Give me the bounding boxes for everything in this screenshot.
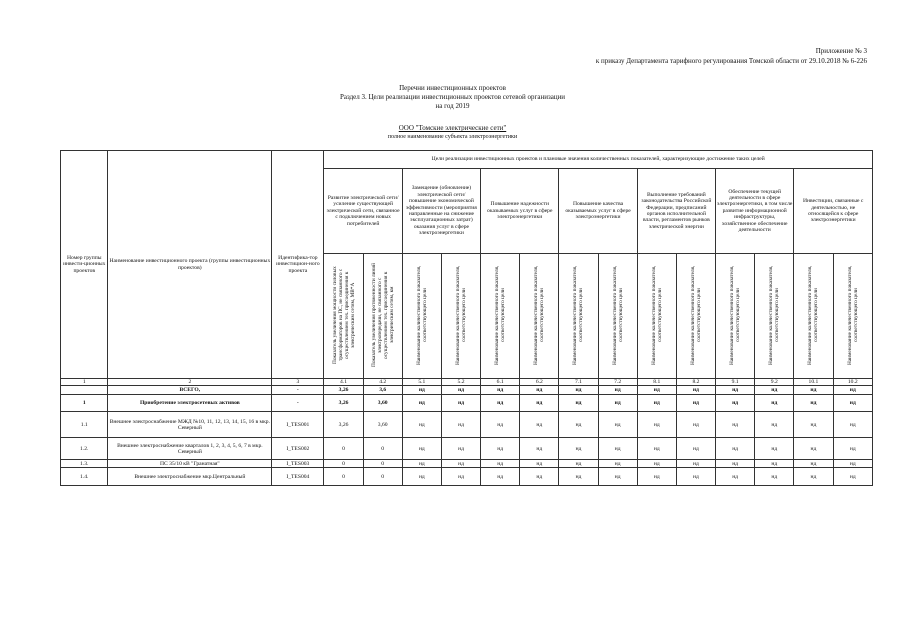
indicator-header-text: Показатель увеличения мощности силовых трансформаторов на ПС, не связанного с осуществлением тех. присоединения к электрическим сетям, МВ*А: [331, 265, 356, 364]
row-value: нд: [402, 386, 441, 395]
row-value: 3,26: [324, 395, 363, 412]
column-number: 3: [272, 379, 324, 386]
column-number: 2: [108, 379, 272, 386]
row-value: нд: [637, 395, 676, 412]
column-number: 7.2: [598, 379, 637, 386]
row-value: нд: [637, 386, 676, 395]
row-value: нд: [755, 468, 794, 486]
header-group-number: Номер группы инвести-ционных проектов: [61, 151, 108, 379]
row-value: нд: [716, 460, 755, 468]
section-title: Раздел 3. Цели реализации инвестиционных проектов сетевой организации: [339, 93, 566, 101]
row-value: нд: [598, 438, 637, 460]
row-value: нд: [481, 460, 520, 468]
indicator-header: [794, 254, 833, 379]
table-row: [61, 386, 873, 395]
column-number: 8.2: [676, 379, 715, 386]
organization-caption: полное наименование субъекта электроэнергетики: [387, 134, 518, 140]
row-value: нд: [402, 438, 441, 460]
column-number: 4.1: [324, 379, 363, 386]
row-value: нд: [755, 438, 794, 460]
row-value: 0: [324, 460, 363, 468]
indicator-header: [402, 254, 441, 379]
indicator-header-text: Наименование количественного показателя, соответствующего цели: [689, 265, 702, 365]
row-value: нд: [637, 438, 676, 460]
row-value: нд: [559, 395, 598, 412]
row-value: нд: [794, 412, 833, 438]
row-value: нд: [676, 395, 715, 412]
row-value: нд: [794, 438, 833, 460]
row-value: нд: [559, 468, 598, 486]
row-value: нд: [598, 386, 637, 395]
row-value: нд: [481, 395, 520, 412]
row-value: 3,60: [363, 395, 402, 412]
row-project-name: Внешнее электроснабжение МЖД №10, 11, 12, 13, 14, 15, 16 в мкр. Северный: [108, 412, 272, 438]
goal-header-5: Замещение (обновление) электрической сети/повышение экономической эффективности (мероприятия направленные на снижение эксплуатационных затрат) оказания услуг в сфере электроэнергетики: [402, 169, 480, 254]
goal-header-7: Повышение качества оказываемых услуг в сфере электроэнергетики: [559, 169, 637, 254]
row-value: нд: [637, 412, 676, 438]
row-value: нд: [833, 438, 873, 460]
column-number: 5.1: [402, 379, 441, 386]
column-number: 7.1: [559, 379, 598, 386]
row-value: нд: [402, 460, 441, 468]
indicator-header-text: Наименование количественного показателя, соответствующего цели: [846, 265, 859, 365]
indicator-header: [481, 254, 520, 379]
row-value: 3,26: [324, 412, 363, 438]
table-row: [61, 460, 873, 468]
row-value: нд: [716, 468, 755, 486]
row-value: нд: [520, 460, 559, 468]
row-project-name: Приобретение электросетевых активов: [108, 395, 272, 412]
goal-header-9: Обеспечение текущей деятельности в сфере электроэнергетики, в том числе развитие информационной инфраструктуры, хозяйственное обеспечение деятельности: [716, 169, 794, 254]
year-title: на год 2019: [435, 102, 470, 110]
row-project-id: I_TES004: [272, 468, 324, 486]
row-project-id: -: [272, 395, 324, 412]
table-row: [61, 412, 873, 438]
indicator-header: [441, 254, 480, 379]
column-number: 6.1: [481, 379, 520, 386]
column-number: 9.1: [716, 379, 755, 386]
indicator-header-text: Наименование количественного показателя, соответствующего цели: [455, 265, 468, 365]
row-value: нд: [441, 468, 480, 486]
table-row: [61, 468, 873, 486]
row-value: нд: [402, 412, 441, 438]
column-number: 8.1: [637, 379, 676, 386]
table-row: [61, 395, 873, 412]
investment-goals-table: [60, 150, 873, 486]
column-number: 10.1: [794, 379, 833, 386]
row-value: 0: [324, 438, 363, 460]
row-value: 0: [363, 468, 402, 486]
row-value: нд: [755, 412, 794, 438]
row-value: нд: [833, 468, 873, 486]
row-value: 3,60: [363, 412, 402, 438]
indicator-header: [520, 254, 559, 379]
indicator-header: [755, 254, 794, 379]
indicator-header: [559, 254, 598, 379]
row-value: нд: [520, 412, 559, 438]
indicator-header-text: Наименование количественного показателя, соответствующего цели: [415, 265, 428, 365]
row-value: нд: [755, 460, 794, 468]
row-value: нд: [598, 395, 637, 412]
row-value: нд: [676, 438, 715, 460]
column-number: 1: [61, 379, 108, 386]
goal-header-8: Выполнение требований законодательства Российской Федерации, предписаний органов исполнительной власти, регламентов рынков электрической энергии: [637, 169, 715, 254]
row-project-id: I_TES001: [272, 412, 324, 438]
goal-header-4: Развитие электрической сети/усиление существующей электрической сети, связанное с подключением новых потребителей: [324, 169, 402, 254]
row-value: нд: [402, 468, 441, 486]
row-value: нд: [520, 386, 559, 395]
row-project-name: Внешнее электроснабжение мкр.Центральный: [108, 468, 272, 486]
indicator-header-text: Наименование количественного показателя, соответствующего цели: [533, 265, 546, 365]
row-value: 3,6: [363, 386, 402, 395]
header-project-name: Наименование инвестиционного проекта (группы инвестиционных проектов): [108, 151, 272, 379]
row-project-name: ПС 35/10 кВ "Гранатная": [108, 460, 272, 468]
row-value: нд: [481, 438, 520, 460]
row-value: нд: [520, 395, 559, 412]
row-value: нд: [833, 460, 873, 468]
row-number: 1: [61, 395, 108, 412]
column-number: 6.2: [520, 379, 559, 386]
row-value: нд: [559, 386, 598, 395]
row-value: 0: [363, 460, 402, 468]
row-number: 1.2.: [61, 438, 108, 460]
row-project-id: I_TES002: [272, 438, 324, 460]
row-value: нд: [794, 386, 833, 395]
indicator-header-text: Наименование количественного показателя, соответствующего цели: [729, 265, 742, 365]
row-project-name: Внешнее электроснабжение кварталов 1, 2, 3, 4, 5, 6, 7 в мкр. Северный: [108, 438, 272, 460]
row-value: нд: [520, 438, 559, 460]
indicator-header-text: Наименование количественного показателя, соответствующего цели: [650, 265, 663, 365]
row-value: 0: [324, 468, 363, 486]
row-value: нд: [833, 412, 873, 438]
row-value: нд: [559, 460, 598, 468]
indicator-header-text: Наименование количественного показателя, соответствующего цели: [768, 265, 781, 365]
row-value: нд: [481, 412, 520, 438]
appendix-order-reference: к приказу Департамента тарифного регулирования Томской области от 29.10.2018 № 6-226: [595, 57, 867, 65]
row-number: 1.3.: [61, 460, 108, 468]
row-value: нд: [716, 438, 755, 460]
column-number: 4.2: [363, 379, 402, 386]
row-value: нд: [481, 386, 520, 395]
row-value: нд: [676, 412, 715, 438]
indicator-header-text: Наименование количественного показателя, соответствующего цели: [807, 265, 820, 365]
row-value: нд: [441, 412, 480, 438]
row-number: [61, 386, 108, 395]
document-title: Перечни инвестиционных проектов: [399, 84, 506, 92]
row-value: нд: [441, 438, 480, 460]
goal-header-6: Повышение надежности оказываемых услуг в сфере электроэнергетики: [481, 169, 559, 254]
row-value: нд: [598, 468, 637, 486]
indicator-header: [598, 254, 637, 379]
row-value: 0: [363, 438, 402, 460]
indicator-header: [363, 254, 402, 379]
indicator-header-text: Показатель увеличения протяженности линий электропередачи, не связанного с осуществлением тех. присоединения к электрическим сетям, км: [370, 262, 395, 367]
row-value: нд: [441, 460, 480, 468]
row-value: нд: [520, 468, 559, 486]
row-value: нд: [676, 386, 715, 395]
row-value: нд: [755, 386, 794, 395]
column-number: 9.2: [755, 379, 794, 386]
row-value: нд: [598, 412, 637, 438]
goal-header-10: Инвестиции, связанные с деятельностью, не относящейся к сфере электроэнергетики: [794, 169, 873, 254]
row-value: нд: [481, 468, 520, 486]
appendix-number: Приложение № 3: [815, 47, 867, 55]
table-row: [61, 438, 873, 460]
header-project-id: Идентифика-тор инвестицион-ного проекта: [272, 151, 324, 379]
indicator-header: [716, 254, 755, 379]
organization-name: ООО "Томские электрические сети": [398, 124, 507, 132]
indicator-header-text: Наименование количественного показателя, соответствующего цели: [611, 265, 624, 365]
row-number: 1.1: [61, 412, 108, 438]
row-value: нд: [676, 468, 715, 486]
row-value: нд: [716, 395, 755, 412]
row-value: нд: [716, 386, 755, 395]
row-project-id: -: [272, 386, 324, 395]
row-value: нд: [441, 395, 480, 412]
row-value: нд: [637, 468, 676, 486]
row-value: нд: [755, 395, 794, 412]
row-value: нд: [794, 468, 833, 486]
indicator-header: [833, 254, 873, 379]
row-value: нд: [794, 395, 833, 412]
row-value: нд: [716, 412, 755, 438]
row-value: нд: [833, 386, 873, 395]
indicator-header: [676, 254, 715, 379]
indicator-header: [324, 254, 363, 379]
row-project-id: I_TES003: [272, 460, 324, 468]
row-value: нд: [637, 460, 676, 468]
row-value: нд: [441, 386, 480, 395]
column-number: 5.2: [441, 379, 480, 386]
row-number: 1.4.: [61, 468, 108, 486]
row-value: 3,26: [324, 386, 363, 395]
row-value: нд: [676, 460, 715, 468]
indicator-header-text: Наименование количественного показателя, соответствующего цели: [572, 265, 585, 365]
row-value: нд: [833, 395, 873, 412]
row-value: нд: [598, 460, 637, 468]
column-number: 10.2: [833, 379, 873, 386]
row-value: нд: [559, 438, 598, 460]
header-goals: Цели реализации инвестиционных проектов и плановые значения количественных показателей, характеризующие достижение таких целей: [324, 151, 873, 169]
row-project-name: ВСЕГО,: [108, 386, 272, 395]
indicator-header-text: Наименование количественного показателя, соответствующего цели: [494, 265, 507, 365]
row-value: нд: [402, 395, 441, 412]
row-value: нд: [794, 460, 833, 468]
indicator-header: [637, 254, 676, 379]
row-value: нд: [559, 412, 598, 438]
